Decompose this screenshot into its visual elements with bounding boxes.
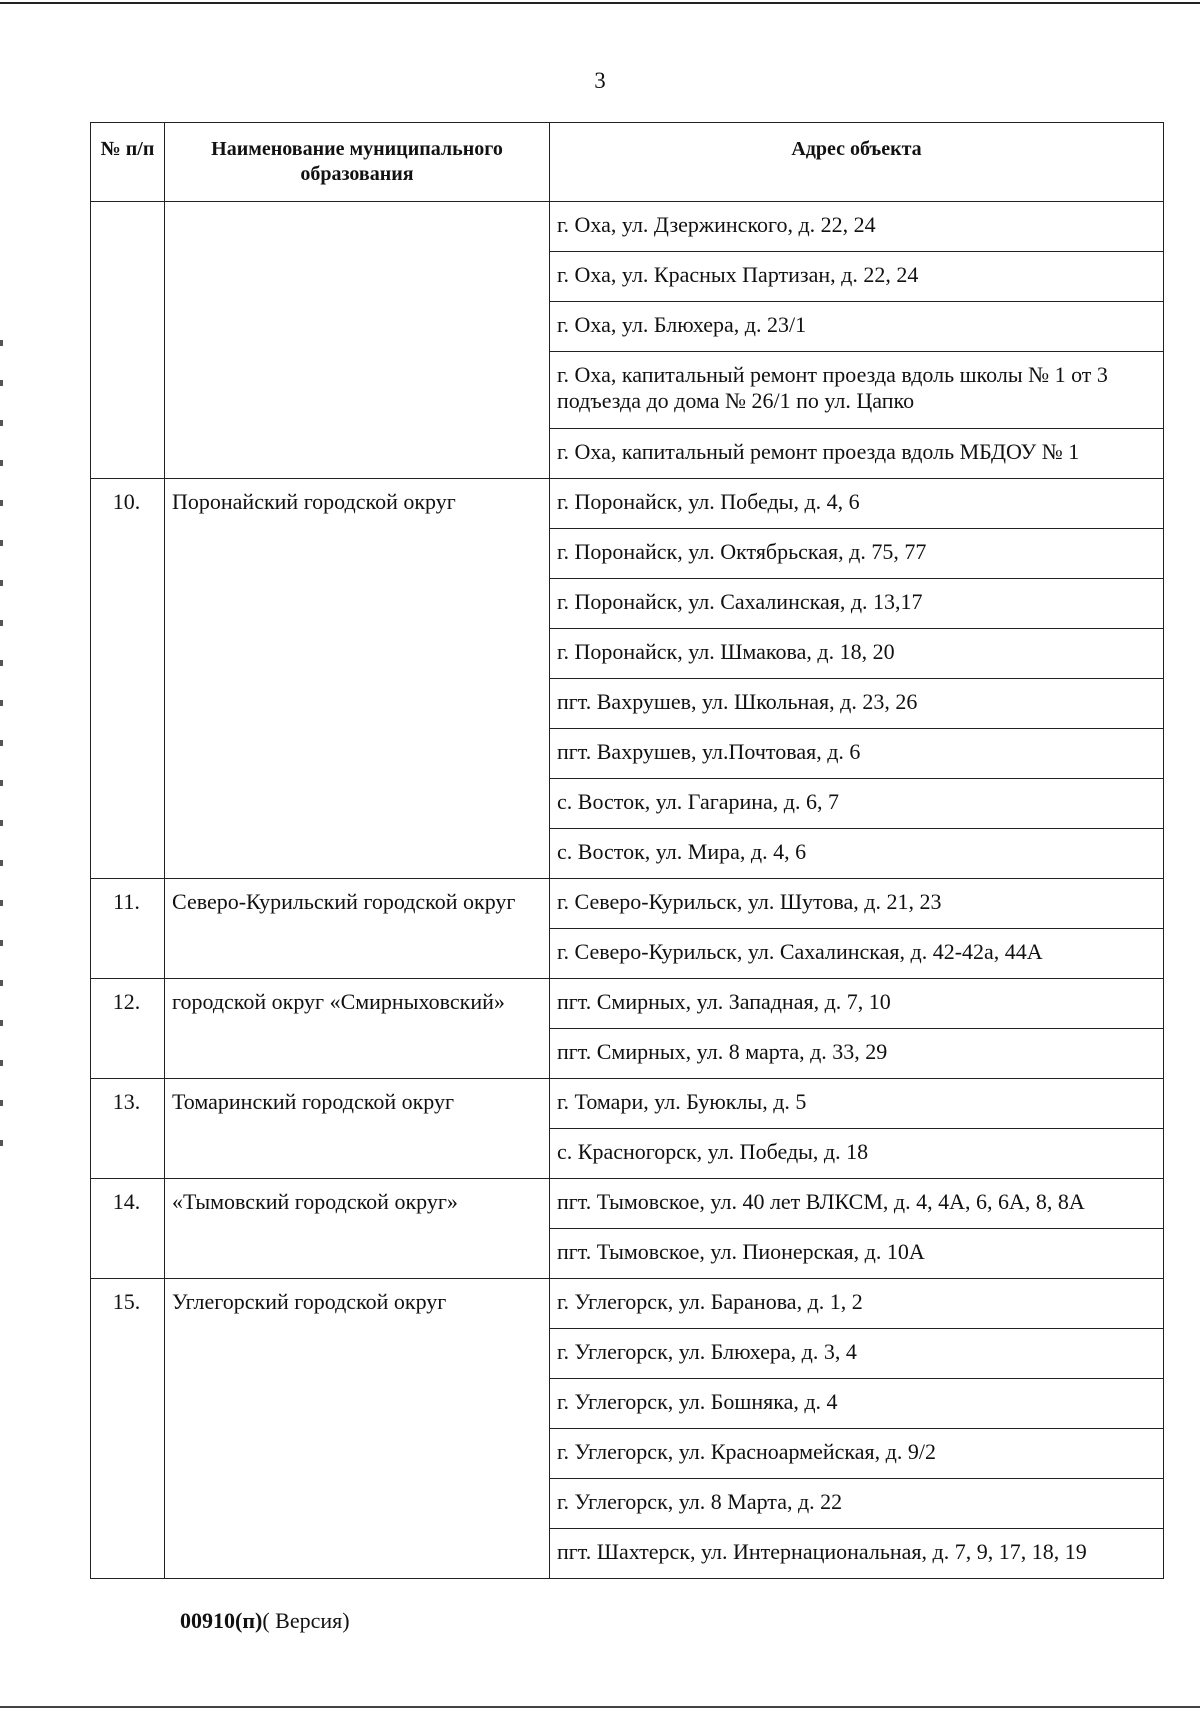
address-table <box>90 122 1164 1579</box>
address-cell: пгт. Вахрушев, ул. Школьная, д. 23, 26 <box>550 679 1164 729</box>
document-code: 00910(п) <box>180 1608 263 1633</box>
address-cell: с. Восток, ул. Мира, д. 4, 6 <box>550 829 1164 879</box>
address-cell: пгт. Смирных, ул. 8 марта, д. 33, 29 <box>550 1029 1164 1079</box>
address-cell: г. Томари, ул. Буюклы, д. 5 <box>550 1079 1164 1129</box>
address-cell: с. Восток, ул. Гагарина, д. 6, 7 <box>550 779 1164 829</box>
address-cell: г. Углегорск, ул. 8 Марта, д. 22 <box>550 1479 1164 1529</box>
address-cell: г. Северо-Курильск, ул. Шутова, д. 21, 23 <box>550 879 1164 929</box>
table-row <box>91 1079 1164 1129</box>
address-cell: пгт. Шахтерск, ул. Интернациональная, д. 7, 9, 17, 18, 19 <box>550 1529 1164 1579</box>
municipality-name: «Тымовский городской округ» <box>165 1179 550 1279</box>
municipality-name: Северо-Курильский городской округ <box>165 879 550 979</box>
municipality-name <box>165 202 550 479</box>
page-number: 3 <box>594 68 606 93</box>
address-cell: г. Северо-Курильск, ул. Сахалинская, д. 42-42а, 44А <box>550 929 1164 979</box>
table-row <box>91 879 1164 929</box>
table-header-row <box>91 123 1164 202</box>
address-cell: пгт. Смирных, ул. Западная, д. 7, 10 <box>550 979 1164 1029</box>
municipality-name: Поронайский городской округ <box>165 479 550 879</box>
table-row <box>91 202 1164 252</box>
address-cell: г. Оха, капитальный ремонт проезда вдоль школы № 1 от 3 подъезда до дома № 26/1 по ул. Цапко <box>550 352 1164 429</box>
table-row <box>91 479 1164 529</box>
table-row <box>91 979 1164 1029</box>
document-version: ( Версия) <box>262 1608 350 1633</box>
address-cell: пгт. Тымовское, ул. Пионерская, д. 10А <box>550 1229 1164 1279</box>
row-number: 13. <box>91 1079 165 1179</box>
table-row <box>91 1279 1164 1329</box>
address-cell: пгт. Тымовское, ул. 40 лет ВЛКСМ, д. 4, 4А, 6, 6А, 8, 8А <box>550 1179 1164 1229</box>
address-cell: пгт. Вахрушев, ул.Почтовая, д. 6 <box>550 729 1164 779</box>
address-cell: г. Поронайск, ул. Сахалинская, д. 13,17 <box>550 579 1164 629</box>
bottom-border-line <box>0 1706 1200 1708</box>
row-number <box>91 202 165 479</box>
address-cell: г. Углегорск, ул. Бошняка, д. 4 <box>550 1379 1164 1429</box>
header-address: Адрес объекта <box>550 123 1164 202</box>
address-cell: г. Оха, ул. Блюхера, д. 23/1 <box>550 302 1164 352</box>
address-cell: с. Красногорск, ул. Победы, д. 18 <box>550 1129 1164 1179</box>
table-body <box>91 202 1164 1579</box>
top-border-line <box>0 2 1200 4</box>
header-municipality: Наименование муниципального образования <box>165 123 550 202</box>
row-number: 14. <box>91 1179 165 1279</box>
address-cell: г. Оха, капитальный ремонт проезда вдоль МБДОУ № 1 <box>550 429 1164 479</box>
municipality-name: Томаринский городской округ <box>165 1079 550 1179</box>
address-cell: г. Поронайск, ул. Октябрьская, д. 75, 77 <box>550 529 1164 579</box>
address-cell: г. Углегорск, ул. Красноармейская, д. 9/2 <box>550 1429 1164 1479</box>
row-number: 11. <box>91 879 165 979</box>
row-number: 15. <box>91 1279 165 1579</box>
address-cell: г. Поронайск, ул. Шмакова, д. 18, 20 <box>550 629 1164 679</box>
address-cell: г. Углегорск, ул. Блюхера, д. 3, 4 <box>550 1329 1164 1379</box>
header-number: № п/п <box>91 123 165 202</box>
row-number: 10. <box>91 479 165 879</box>
scan-edge-marks <box>0 340 3 1160</box>
document-footer <box>180 1608 350 1634</box>
address-cell: г. Оха, ул. Красных Партизан, д. 22, 24 <box>550 252 1164 302</box>
address-cell: г. Поронайск, ул. Победы, д. 4, 6 <box>550 479 1164 529</box>
municipality-name: городской округ «Смирныховский» <box>165 979 550 1079</box>
municipality-name: Углегорский городской округ <box>165 1279 550 1579</box>
table-row <box>91 1179 1164 1229</box>
address-cell: г. Углегорск, ул. Баранова, д. 1, 2 <box>550 1279 1164 1329</box>
row-number: 12. <box>91 979 165 1079</box>
address-cell: г. Оха, ул. Дзержинского, д. 22, 24 <box>550 202 1164 252</box>
